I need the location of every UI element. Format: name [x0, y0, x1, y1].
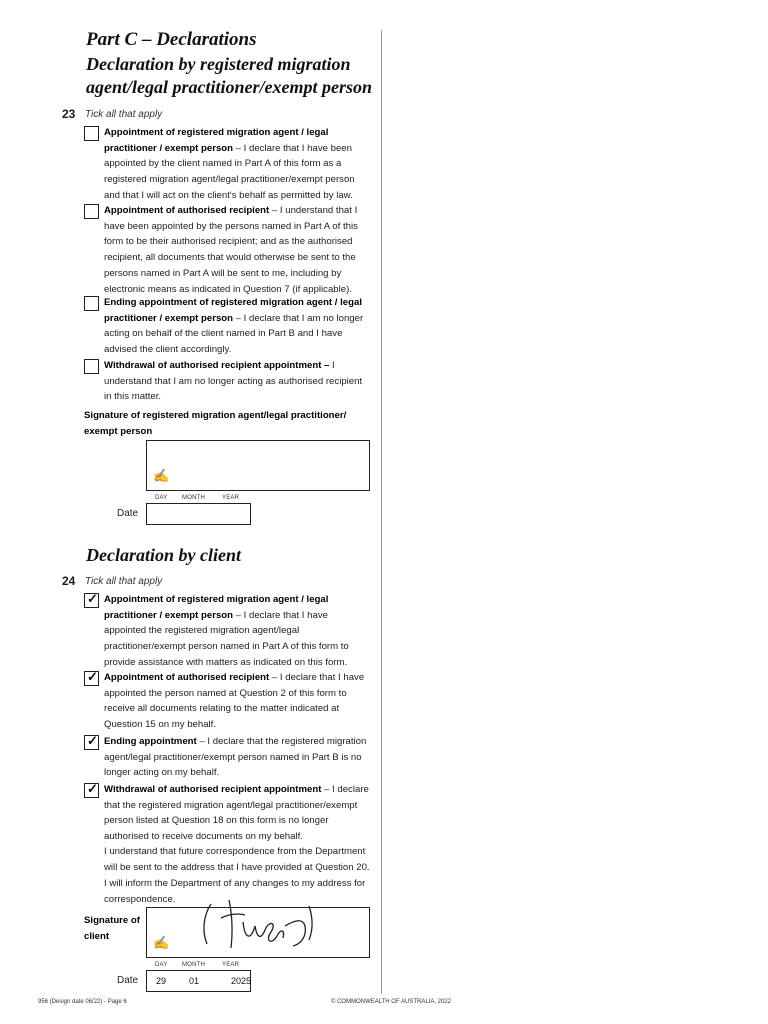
question-number-23: 23: [62, 107, 76, 121]
tick-all-instruction: Tick all that apply: [85, 109, 163, 120]
checkbox[interactable]: [84, 296, 99, 311]
q24-option-ending-appointment: [84, 734, 369, 781]
checkbox[interactable]: [84, 735, 99, 750]
q24-option-agent-appointment: [84, 592, 369, 671]
check-mark-icon: ✓: [87, 781, 98, 796]
agent-signature-box[interactable]: [146, 440, 370, 491]
footer-left: 956 (Design date 06/22) - Page 6: [38, 999, 127, 1005]
date-month-value: 01: [189, 976, 200, 986]
checkbox[interactable]: [84, 359, 99, 374]
year-label: YEAR: [222, 495, 240, 501]
checkbox[interactable]: [84, 783, 99, 798]
client-date-field[interactable]: [146, 970, 251, 992]
client-declaration-heading: Declaration by client: [86, 545, 241, 565]
check-mark-icon: ✓: [87, 591, 98, 606]
q24-option-withdrawal: [84, 782, 369, 845]
part-title: Part C – Declarations: [86, 29, 257, 50]
q23-option-agent-appointment: [84, 125, 369, 204]
agent-signature-label: Signature of registered migration agent/legal practitioner/ exempt person: [84, 410, 347, 437]
column-divider: [381, 30, 382, 994]
correspondence-paragraph: I understand that future correspondence from the Department will be sent to the address that I have provided at Question 20.: [104, 846, 370, 873]
option-text: Appointment of registered migration agent / legal practitioner / exempt person – I declare that I have appointed the registered migration agent/legal practitioner/exempt person named in Part A of this form to provide assistance with matters as indicated on this form.: [104, 594, 349, 668]
day-label: DAY: [155, 495, 168, 501]
q23-option-authorised-recipient: [84, 203, 369, 297]
agent-declaration-heading: Declaration by registered migration agent/legal practitioner/exempt person: [86, 54, 372, 97]
agent-date-field[interactable]: [146, 503, 251, 525]
checkbox[interactable]: [84, 204, 99, 219]
option-text: Appointment of registered migration agent / legal practitioner / exempt person – I declare that I have been appointed by the client named in Part A of this form as a registered migration agent/legal practitioner/exempt person and that I will act on the client's behalf as permitted by law.: [104, 127, 355, 201]
address-change-paragraph: I will inform the Department of any changes to my address for correspondence.: [104, 878, 366, 905]
option-text: Withdrawal of authorised recipient appointment – I understand that I am no longer acting as authorised recipient in this matter.: [104, 360, 363, 403]
option-text: Withdrawal of authorised recipient appointment – I declare that the registered migration agent/legal practitioner/exempt person listed at Question 18 on this form is no longer authorised to receive documents on my behalf.: [104, 784, 369, 843]
q24-option-authorised-recipient: [84, 670, 369, 733]
option-text: Ending appointment of registered migration agent / legal practitioner / exempt person – I declare that I am no longer acting on behalf of the client named in Part B and I have advised the client accordingly.: [104, 297, 364, 356]
q23-option-ending-appointment: [84, 295, 369, 358]
year-label: YEAR: [222, 962, 240, 968]
month-label: MONTH: [182, 962, 205, 968]
date-label: Date: [117, 975, 139, 986]
q23-option-withdrawal: [84, 358, 369, 405]
client-signature-label: Signature of client: [84, 915, 140, 942]
checkbox[interactable]: [84, 593, 99, 608]
option-text: Appointment of authorised recipient – I declare that I have appointed the person named at Question 2 of this form to receive all documents relating to the matter indicated at Question 15 on my behalf.: [104, 672, 365, 731]
checkbox[interactable]: [84, 671, 99, 686]
client-signature-box[interactable]: [146, 907, 370, 958]
checkbox[interactable]: [84, 126, 99, 141]
month-label: MONTH: [182, 495, 205, 501]
date-label: Date: [117, 508, 139, 519]
day-label: DAY: [155, 962, 168, 968]
tick-all-instruction: Tick all that apply: [85, 576, 163, 587]
pen-icon: ✍: [153, 935, 170, 950]
check-mark-icon: ✓: [87, 733, 98, 748]
option-text: Ending appointment – I declare that the registered migration agent/legal practitioner/exempt person named in Part B is no longer acting on my behalf.: [104, 736, 367, 779]
pen-icon: ✍: [153, 468, 170, 483]
handwritten-signature-icon: [199, 896, 329, 954]
check-mark-icon: ✓: [87, 669, 98, 684]
question-number-24: 24: [62, 574, 76, 588]
option-text: Appointment of authorised recipient – I understand that I have been appointed by the persons named in Part A of this form to be their authorised recipient; and as the authorised recipient, all documents that would otherwise be sent to the persons named in Part A will be sent to me, including by electronic means as indicated in Question 7 (if applicable).: [104, 205, 358, 295]
date-day-value: 29: [156, 976, 167, 986]
date-year-value: 2025: [231, 976, 252, 986]
footer-copyright: © COMMONWEALTH OF AUSTRALIA, 2022: [331, 999, 451, 1005]
